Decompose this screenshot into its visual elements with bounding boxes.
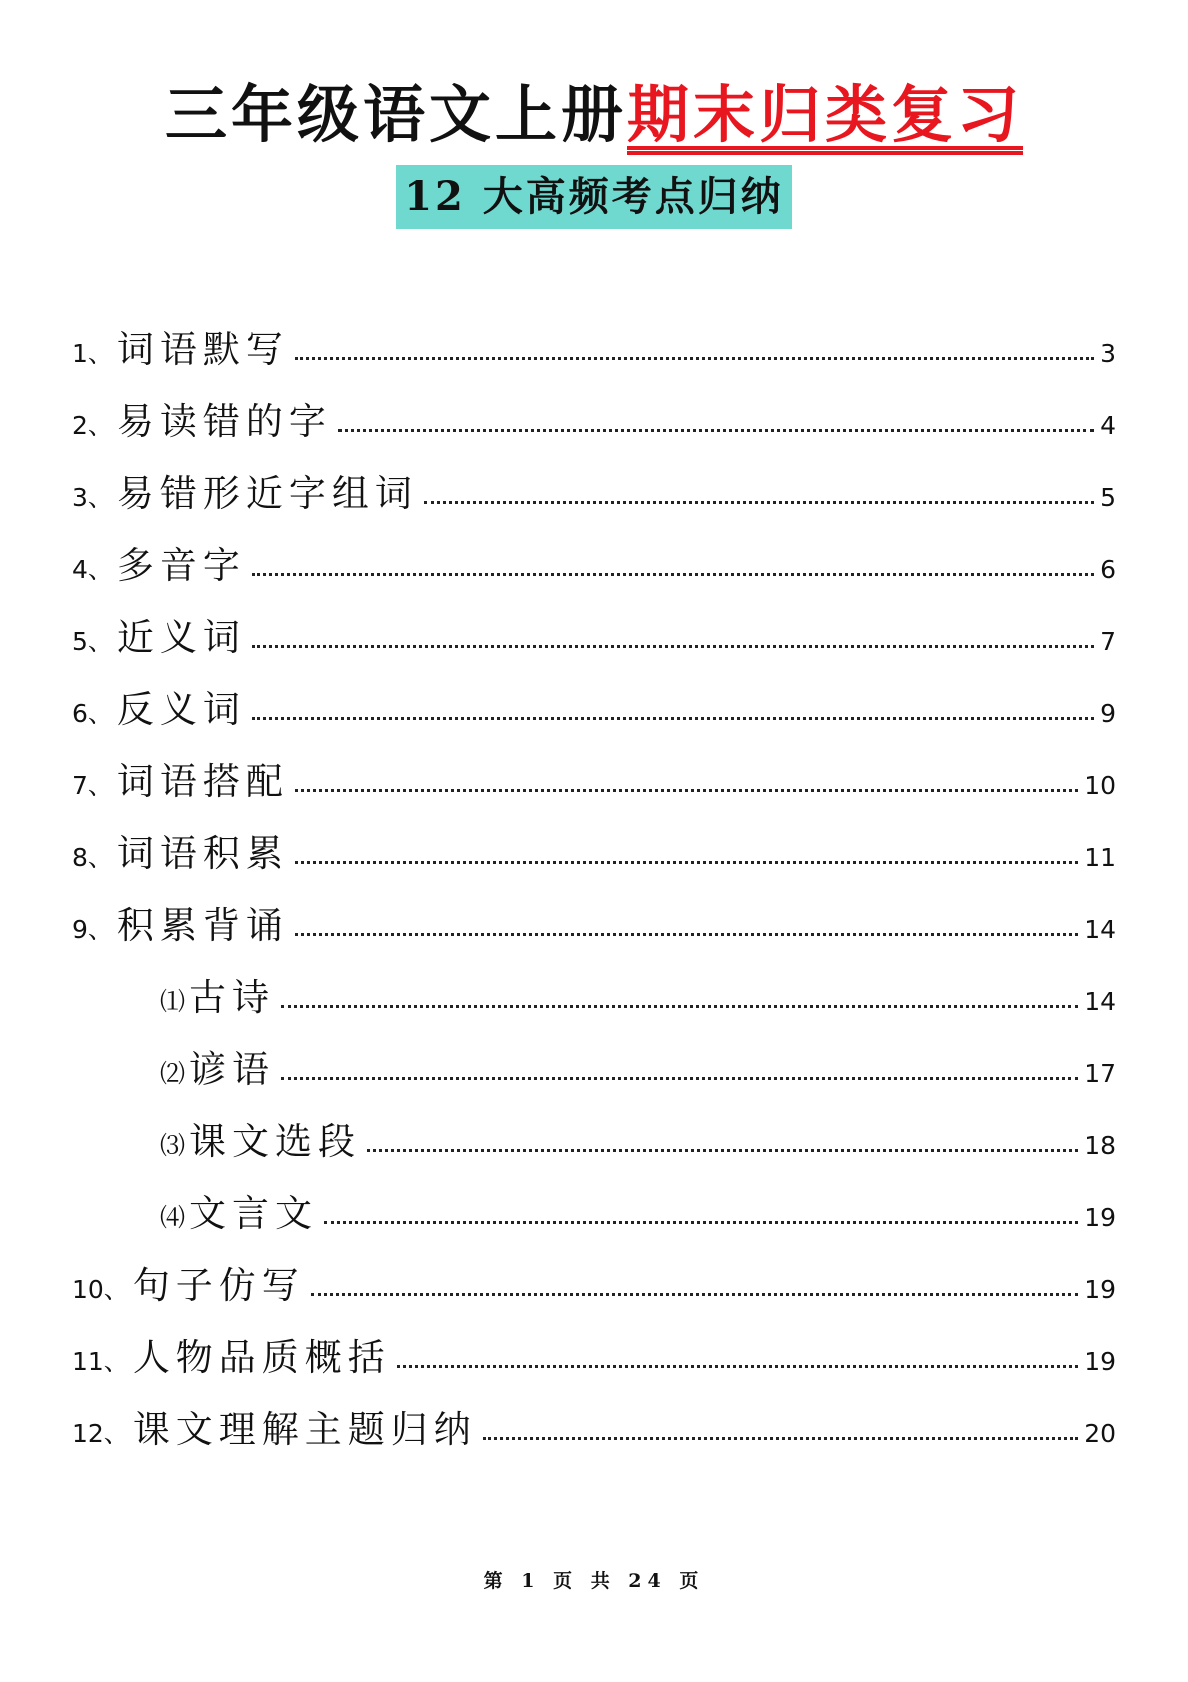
title-text bbox=[165, 78, 1023, 152]
toc-label bbox=[72, 328, 289, 371]
toc-label bbox=[72, 544, 246, 587]
toc-row[interactable] bbox=[72, 462, 1116, 515]
toc-label bbox=[160, 976, 276, 1019]
toc-title: 人物品质概括 bbox=[132, 1336, 391, 1379]
toc-label bbox=[72, 1336, 391, 1379]
toc-title: 多音字 bbox=[116, 544, 246, 587]
toc-row[interactable] bbox=[72, 894, 1116, 947]
toc-number: 2、 bbox=[72, 411, 113, 440]
toc-title: 古诗 bbox=[189, 976, 276, 1019]
toc-number: 1、 bbox=[72, 339, 113, 368]
toc-row[interactable] bbox=[160, 1182, 1116, 1235]
subtitle: 12 大高频考点归纳 bbox=[396, 165, 792, 229]
toc-label bbox=[72, 760, 289, 803]
toc-row[interactable] bbox=[160, 1110, 1116, 1163]
toc-page-number: 4 bbox=[1100, 411, 1116, 440]
toc-page-number: 3 bbox=[1100, 339, 1116, 368]
toc-page-number: 10 bbox=[1084, 771, 1116, 800]
dot-leader bbox=[424, 501, 1094, 504]
dot-leader bbox=[281, 1005, 1078, 1008]
title-highlight: 期末归类复习 bbox=[627, 78, 1024, 151]
toc-row[interactable] bbox=[72, 534, 1116, 587]
toc-title: 句子仿写 bbox=[132, 1264, 305, 1307]
dot-leader bbox=[281, 1077, 1078, 1080]
title-main: 三年级语文上册 bbox=[164, 78, 627, 151]
page-footer: 第 1 页 共 24 页 bbox=[483, 1570, 705, 1592]
toc-title: 谚语 bbox=[189, 1048, 276, 1091]
toc-label bbox=[160, 1192, 319, 1235]
toc-number: 5、 bbox=[72, 627, 113, 656]
toc-page-number: 11 bbox=[1084, 843, 1116, 872]
page-title bbox=[0, 78, 1188, 152]
toc-title: 词语积累 bbox=[116, 832, 289, 875]
toc-title: 积累背诵 bbox=[116, 904, 289, 947]
toc-row[interactable] bbox=[72, 606, 1116, 659]
toc-label bbox=[72, 832, 289, 875]
dot-leader bbox=[252, 645, 1094, 648]
dot-leader bbox=[367, 1149, 1078, 1152]
subtitle-block bbox=[0, 165, 1188, 229]
toc-number: 4、 bbox=[72, 555, 113, 584]
toc-number: ⑶ bbox=[160, 1131, 186, 1160]
toc-page-number: 9 bbox=[1100, 699, 1116, 728]
toc-page-number: 7 bbox=[1100, 627, 1116, 656]
toc-title: 文言文 bbox=[189, 1192, 319, 1235]
dot-leader bbox=[252, 717, 1094, 720]
toc-number: 3、 bbox=[72, 483, 113, 512]
toc-row[interactable] bbox=[72, 390, 1116, 443]
dot-leader bbox=[252, 573, 1094, 576]
toc-number: 11、 bbox=[72, 1347, 129, 1376]
toc-title: 课文选段 bbox=[189, 1120, 362, 1163]
toc-row[interactable] bbox=[72, 750, 1116, 803]
dot-leader bbox=[397, 1365, 1078, 1368]
toc-title: 易错形近字组词 bbox=[116, 472, 418, 515]
toc-row[interactable] bbox=[72, 822, 1116, 875]
toc-row[interactable] bbox=[160, 966, 1116, 1019]
toc-page-number: 19 bbox=[1084, 1203, 1116, 1232]
toc-number: ⑵ bbox=[160, 1059, 186, 1088]
toc-label bbox=[160, 1120, 362, 1163]
toc-page-number: 17 bbox=[1084, 1059, 1116, 1088]
toc-label bbox=[72, 1408, 477, 1451]
toc-label bbox=[72, 472, 418, 515]
toc-page-number: 18 bbox=[1084, 1131, 1116, 1160]
dot-leader bbox=[311, 1293, 1078, 1296]
dot-leader bbox=[295, 789, 1078, 792]
toc-number: 10、 bbox=[72, 1275, 129, 1304]
toc-number: 6、 bbox=[72, 699, 113, 728]
toc-label bbox=[160, 1048, 276, 1091]
toc-title: 易读错的字 bbox=[116, 400, 332, 443]
toc-page-number: 20 bbox=[1084, 1419, 1116, 1448]
toc-page-number: 19 bbox=[1084, 1347, 1116, 1376]
dot-leader bbox=[338, 429, 1094, 432]
toc-row[interactable] bbox=[160, 1038, 1116, 1091]
toc-title: 课文理解主题归纳 bbox=[132, 1408, 477, 1451]
toc-number: 12、 bbox=[72, 1419, 129, 1448]
dot-leader bbox=[295, 933, 1078, 936]
toc-row[interactable] bbox=[72, 318, 1116, 371]
toc-label bbox=[72, 688, 246, 731]
toc-label bbox=[72, 400, 332, 443]
dot-leader bbox=[295, 861, 1078, 864]
toc-row[interactable] bbox=[72, 1254, 1116, 1307]
toc-page-number: 14 bbox=[1084, 915, 1116, 944]
toc-row[interactable] bbox=[72, 1398, 1116, 1451]
toc-number: 9、 bbox=[72, 915, 113, 944]
toc-page-number: 14 bbox=[1084, 987, 1116, 1016]
dot-leader bbox=[483, 1437, 1078, 1440]
dot-leader bbox=[324, 1221, 1078, 1224]
toc-title: 词语默写 bbox=[116, 328, 289, 371]
toc-label bbox=[72, 616, 246, 659]
toc-number: ⑴ bbox=[160, 987, 186, 1016]
toc-page-number: 6 bbox=[1100, 555, 1116, 584]
toc-number: ⑷ bbox=[160, 1203, 186, 1232]
dot-leader bbox=[295, 357, 1094, 360]
toc-title: 词语搭配 bbox=[116, 760, 289, 803]
toc-row[interactable] bbox=[72, 1326, 1116, 1379]
toc-row[interactable] bbox=[72, 678, 1116, 731]
toc-title: 近义词 bbox=[116, 616, 246, 659]
toc-page-number: 19 bbox=[1084, 1275, 1116, 1304]
toc-label bbox=[72, 904, 289, 947]
toc-number: 8、 bbox=[72, 843, 113, 872]
toc-label bbox=[72, 1264, 305, 1307]
toc-title: 反义词 bbox=[116, 688, 246, 731]
toc-page-number: 5 bbox=[1100, 483, 1116, 512]
toc-number: 7、 bbox=[72, 771, 113, 800]
